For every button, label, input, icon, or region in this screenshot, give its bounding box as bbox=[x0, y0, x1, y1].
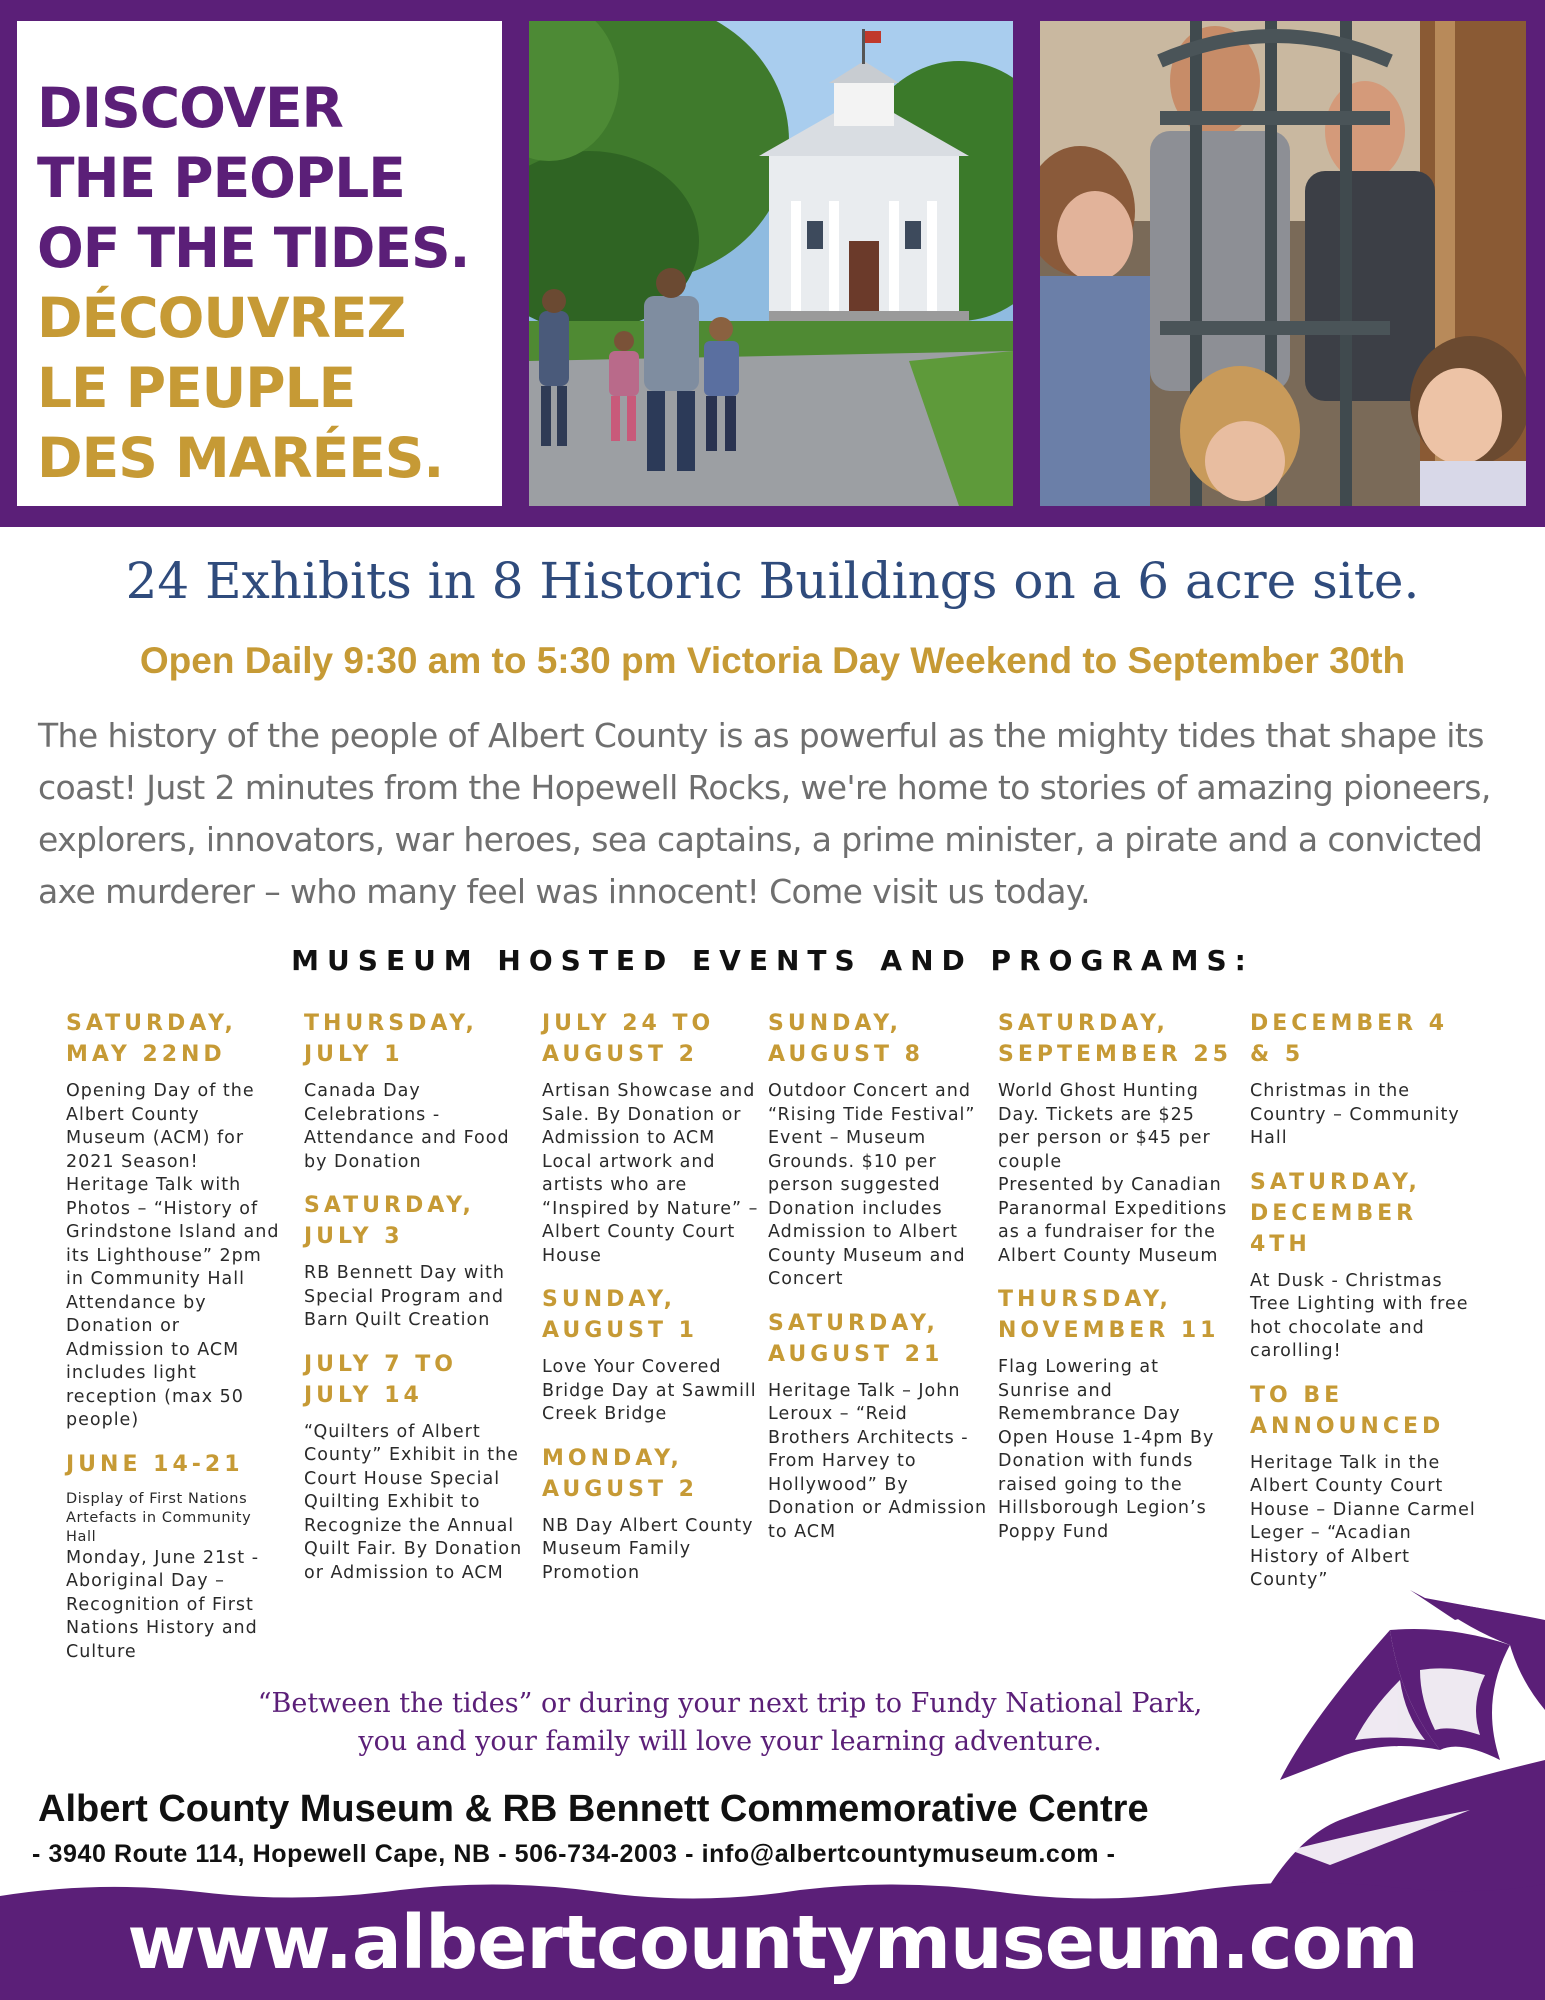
quote-line-1: “Between the tides” or during your next trip to Fundy National Park, bbox=[257, 1688, 1203, 1719]
event-description-small: Display of First Nations Artefacts in Community Hall bbox=[66, 1490, 252, 1545]
event-title: MONDAY, AUGUST 2 bbox=[542, 1445, 698, 1502]
event-description: World Ghost Hunting Day. Tickets are $25 per person or $45 per couple Presented by Canadian Paranormal Expeditions as a fundraiser for the Albert County Museum bbox=[998, 1081, 1228, 1266]
slogan-en-line-2: THE PEOPLE bbox=[37, 146, 405, 210]
events-column-4 bbox=[768, 1008, 988, 1560]
event-title: SATURDAY, DECEMBER 4TH bbox=[1250, 1169, 1421, 1257]
event-description: Flag Lowering at Sunrise and Remembrance Day Open House 1-4pm By Donation with funds raised going to the Hillsborough Legion’s Poppy Fund bbox=[998, 1357, 1215, 1542]
events-column-1 bbox=[66, 1008, 284, 1680]
slogan-fr-line-1: DÉCOUVREZ bbox=[37, 286, 406, 350]
event-title: SUNDAY, AUGUST 8 bbox=[768, 1011, 924, 1067]
event-title: SATURDAY, JULY 3 bbox=[304, 1193, 475, 1249]
event-description: Outdoor Concert and “Rising Tide Festival” Event – Museum Grounds. $10 per person suggested Donation includes Admission to Albert County Museum and Concert bbox=[768, 1081, 976, 1289]
headline: 24 Exhibits in 8 Historic Buildings on a 6 acre site. bbox=[125, 552, 1420, 610]
events-column-5 bbox=[998, 1008, 1233, 1560]
slogan-en-line-3: OF THE TIDES. bbox=[37, 216, 470, 280]
events-column-6 bbox=[1250, 1008, 1480, 1609]
intro-paragraph: The history of the people of Albert County is as powerful as the mighty tides that shape its coast! Just 2 minutes from the Hopewell Rocks, we're home to stories of amazing pioneers, explorers, innovators, war heroes, sea captains, a prime minister, a pirate and a convicted axe murderer – who many feel was innocent! Come visit us today. bbox=[38, 716, 1491, 911]
slogan-fr-line-2: LE PEUPLE bbox=[37, 356, 356, 420]
website-link[interactable]: www.albertcountymuseum.com bbox=[127, 1900, 1418, 1986]
event-description: “Quilters of Albert County” Exhibit in the Court House Special Quilting Exhibit to Recognize the Annual Quilt Fair. By Donation or Admission to ACM bbox=[304, 1421, 523, 1583]
closing-quote bbox=[230, 1685, 1230, 1761]
event-description: Monday, June 21st - Aboriginal Day – Recognition of First Nations History and Culture bbox=[66, 1547, 260, 1662]
quote-line-2: you and your family will love your learning adventure. bbox=[358, 1726, 1102, 1757]
museum-name: Albert County Museum & RB Bennett Commemorative Centre bbox=[38, 1788, 1149, 1830]
family-visit-photo bbox=[1040, 21, 1526, 506]
event-title: THURSDAY, JULY 1 bbox=[304, 1011, 478, 1067]
event-title: SUNDAY, AUGUST 1 bbox=[542, 1287, 698, 1343]
event-title: TO BE ANNOUNCED bbox=[1250, 1382, 1445, 1439]
contact-address: - 3940 Route 114, Hopewell Cape, NB - 506-734-2003 - info@albertcountymuseum.com - bbox=[32, 1840, 1116, 1868]
slogan-fr-line-3: DES MARÉES. bbox=[37, 426, 444, 490]
event-description: Artisan Showcase and Sale. By Donation or Admission to ACM Local artwork and artists who are “Inspired by Nature” – Albert County Court House bbox=[542, 1081, 759, 1266]
events-heading: MUSEUM HOSTED EVENTS AND PROGRAMS: bbox=[291, 944, 1254, 977]
event-title: DECEMBER 4 & 5 bbox=[1250, 1011, 1449, 1067]
museum-building-photo bbox=[529, 21, 1013, 506]
events-column-3 bbox=[542, 1008, 762, 1601]
header-band bbox=[0, 0, 1545, 527]
event-description: RB Bennett Day with Special Program and Barn Quilt Creation bbox=[304, 1263, 505, 1330]
slogan-panel bbox=[17, 21, 502, 506]
event-description: At Dusk - Christmas Tree Lighting with free hot chocolate and carolling! bbox=[1250, 1270, 1469, 1361]
event-title: SATURDAY, SEPTEMBER 25 bbox=[998, 1011, 1232, 1067]
events-column-2 bbox=[304, 1008, 534, 1601]
slogan-en-line-1: DISCOVER bbox=[37, 76, 343, 140]
event-title: JUNE 14-21 bbox=[66, 1451, 244, 1477]
event-description: Heritage Talk – John Leroux – “Reid Brothers Architects - From Harvey to Hollywood” By Donation or Admission to ACM bbox=[768, 1380, 988, 1542]
event-title: JULY 7 TO JULY 14 bbox=[304, 1351, 457, 1408]
event-title: SATURDAY, MAY 22ND bbox=[66, 1011, 237, 1067]
opening-hours: Open Daily 9:30 am to 5:30 pm Victoria Day Weekend to September 30th bbox=[139, 640, 1406, 681]
event-description: Canada Day Celebrations - Attendance and Food by Donation bbox=[304, 1081, 510, 1172]
sailing-ship-icon bbox=[1250, 1590, 1545, 1920]
event-description: Opening Day of the Albert County Museum (ACM) for 2021 Season! Heritage Talk with Photos – “History of Grindstone Island and its Lighthouse” 2pm in Community Hall Attendance by Donation or Admission to ACM includes light reception (max 50 people) bbox=[66, 1081, 280, 1430]
event-description: NB Day Albert County Museum Family Promotion bbox=[542, 1515, 754, 1583]
event-description: Christmas in the Country – Community Hall bbox=[1250, 1081, 1460, 1148]
event-description: Heritage Talk in the Albert County Court House – Dianne Carmel Leger – “Acadian History of Albert County” bbox=[1250, 1452, 1476, 1590]
event-title: SATURDAY, AUGUST 21 bbox=[768, 1310, 944, 1367]
event-title: THURSDAY, NOVEMBER 11 bbox=[998, 1287, 1220, 1343]
event-title: JULY 24 TO AUGUST 2 bbox=[542, 1011, 715, 1067]
event-description: Love Your Covered Bridge Day at Sawmill Creek Bridge bbox=[542, 1357, 757, 1424]
